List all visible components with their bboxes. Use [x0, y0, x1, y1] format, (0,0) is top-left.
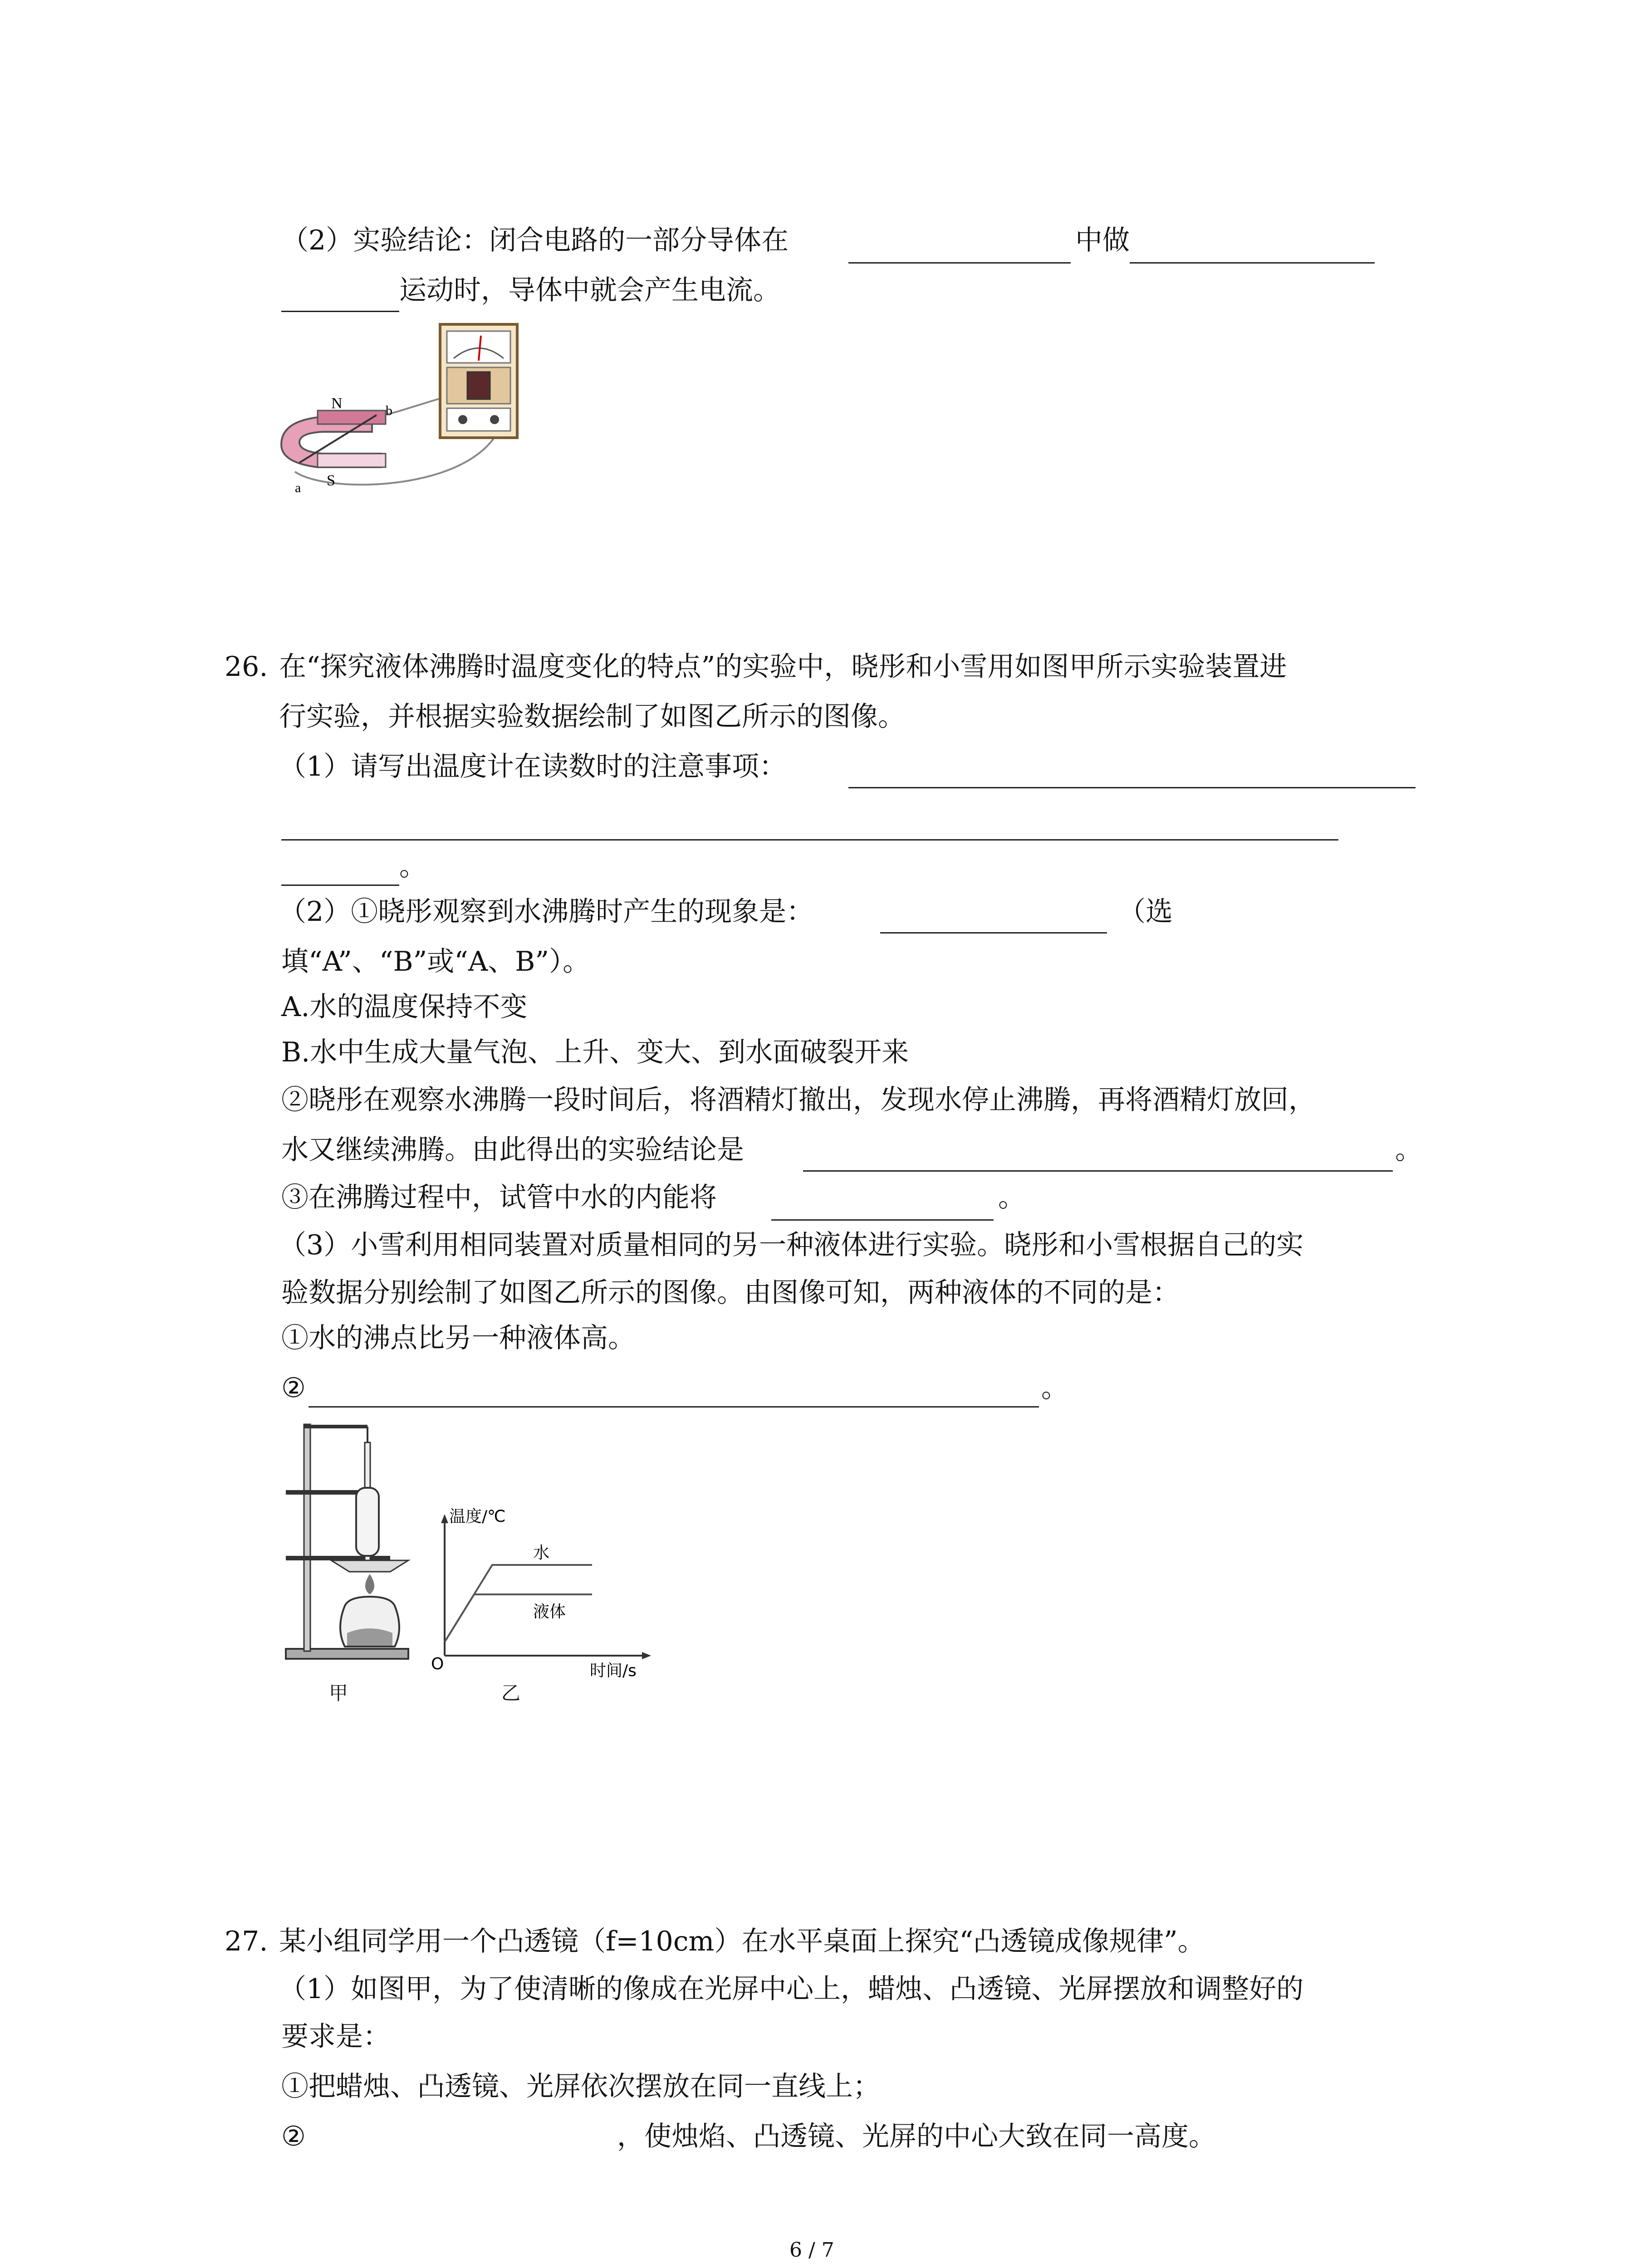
q26-part1-text: （1）请写出温度计在读数时的注意事项：: [279, 751, 787, 782]
q26-part1-blank-1[interactable]: [848, 787, 1416, 788]
q26-part2-blank-1[interactable]: [880, 932, 1107, 934]
q26-part2-blank-2[interactable]: [803, 1170, 1393, 1172]
q26-part1-blank-2[interactable]: [281, 839, 1338, 841]
q26-option-b: B.水中生成大量气泡、上升、变大、到水面破裂开来: [281, 1036, 909, 1068]
q26-part3-line1: （3）小雪利用相同装置对质量相同的另一种液体进行实验。晓彤和小雪根据自己的实: [279, 1229, 1304, 1261]
q26-number: 26.: [225, 651, 268, 683]
q26-graph-figure: [422, 1506, 658, 1678]
q25-magnet-top-pole: [318, 411, 386, 424]
graph-ylabel: 温度/℃: [449, 1507, 506, 1526]
q25-part2-text-a: （2）实验结论：闭合电路的一部分导体在: [281, 225, 789, 256]
q26-part2-3-text: ③在沸腾过程中，试管中水的内能将: [281, 1182, 717, 1213]
series-liquid-label: 液体: [533, 1603, 566, 1621]
q26-fig-jia-caption: 甲: [329, 1682, 348, 1704]
q26-part3-line2: 验数据分别绘制了如图乙所示的图像。由图像可知，两种液体的不同的是：: [281, 1277, 1180, 1309]
q25-label-a: a: [295, 480, 301, 495]
q26-apparatus-figure: [277, 1415, 413, 1669]
q26-part3-blank[interactable]: [309, 1406, 1039, 1408]
q26-part1-blank-3[interactable]: [281, 885, 399, 886]
q25-label-s: S: [327, 472, 335, 489]
flame: [365, 1574, 374, 1594]
q25-figure: [268, 318, 540, 499]
q27-stem: 某小组同学用一个凸透镜（f=10cm）在水平桌面上探究“凸透镜成像规律”。: [279, 1926, 1205, 1957]
stand-rod: [304, 1424, 310, 1651]
q26-part1-end: 。: [399, 850, 426, 882]
q26-fig-yi-caption: 乙: [501, 1682, 521, 1704]
q26-stem-line1: 在“探究液体沸腾时温度变化的特点”的实验中，晓彤和小雪用如图甲所示实验装置进: [279, 651, 1287, 683]
test-tube: [356, 1488, 379, 1556]
graph-xlabel: 时间/s: [590, 1662, 637, 1678]
q26-part2-text-b: （选: [1118, 896, 1173, 928]
q26-part2-2-line2: 水又继续沸腾。由此得出的实验结论是: [281, 1134, 744, 1166]
q25-blank-3[interactable]: [281, 311, 399, 312]
q26-part3-line4-num: ②: [281, 1372, 306, 1404]
q25-part2-text-b: 中做: [1075, 225, 1130, 256]
q26-part2-text-c: 填“A”、“B”或“A、B”）。: [281, 946, 590, 978]
q25-blank-1[interactable]: [848, 262, 1071, 264]
q25-label-b: b: [386, 403, 392, 418]
q27-part1-line3: ①把蜡烛、凸透镜、光屏依次摆放在同一直线上；: [281, 2071, 880, 2102]
q27-part1-line4: ，使烛焰、凸透镜、光屏的中心大致在同一高度。: [617, 2121, 1216, 2152]
q26-part2-2-line1: ②晓彤在观察水沸腾一段时间后，将酒精灯撤出，发现水停止沸腾，再将酒精灯放回，: [281, 1084, 1316, 1116]
q26-stem-line2: 行实验，并根据实验数据绘制了如图乙所示的图像。: [279, 701, 905, 733]
q26-part2-text-a: （2）①晓彤观察到水沸腾时产生的现象是：: [279, 896, 814, 928]
q26-part3-line3: ①水的沸点比另一种液体高。: [281, 1322, 635, 1354]
page-number: 6 / 7: [789, 2239, 834, 2262]
q27-part1-line4-num: ②: [281, 2121, 306, 2152]
q26-part2-3-end: 。: [998, 1182, 1025, 1213]
q26-part2-blank-3[interactable]: [771, 1219, 994, 1221]
q27-part1-line2: 要求是：: [281, 2021, 390, 2053]
series-water-label: 水: [533, 1544, 550, 1562]
q25-part2-text-c: 运动时，导体中就会产生电流。: [399, 274, 780, 306]
q25-blank-2[interactable]: [1130, 262, 1375, 264]
q25-magnet-bottom-pole: [318, 454, 386, 467]
series-water-line: [445, 1565, 592, 1642]
q27-number: 27.: [225, 1926, 268, 1957]
q26-part3-line4-end: 。: [1041, 1372, 1068, 1404]
q25-label-n: N: [331, 395, 343, 412]
series-liquid-line: [445, 1594, 592, 1642]
q26-option-a: A.水的温度保持不变: [281, 991, 528, 1023]
q25-galvanometer: [440, 324, 517, 438]
q26-part2-2-end: 。: [1395, 1134, 1422, 1166]
graph-origin: O: [431, 1655, 444, 1673]
wire-gauze: [331, 1560, 408, 1572]
q27-part1-line1: （1）如图甲，为了使清晰的像成在光屏中心上，蜡烛、凸透镜、光屏摆放和调整好的: [279, 1973, 1304, 2005]
